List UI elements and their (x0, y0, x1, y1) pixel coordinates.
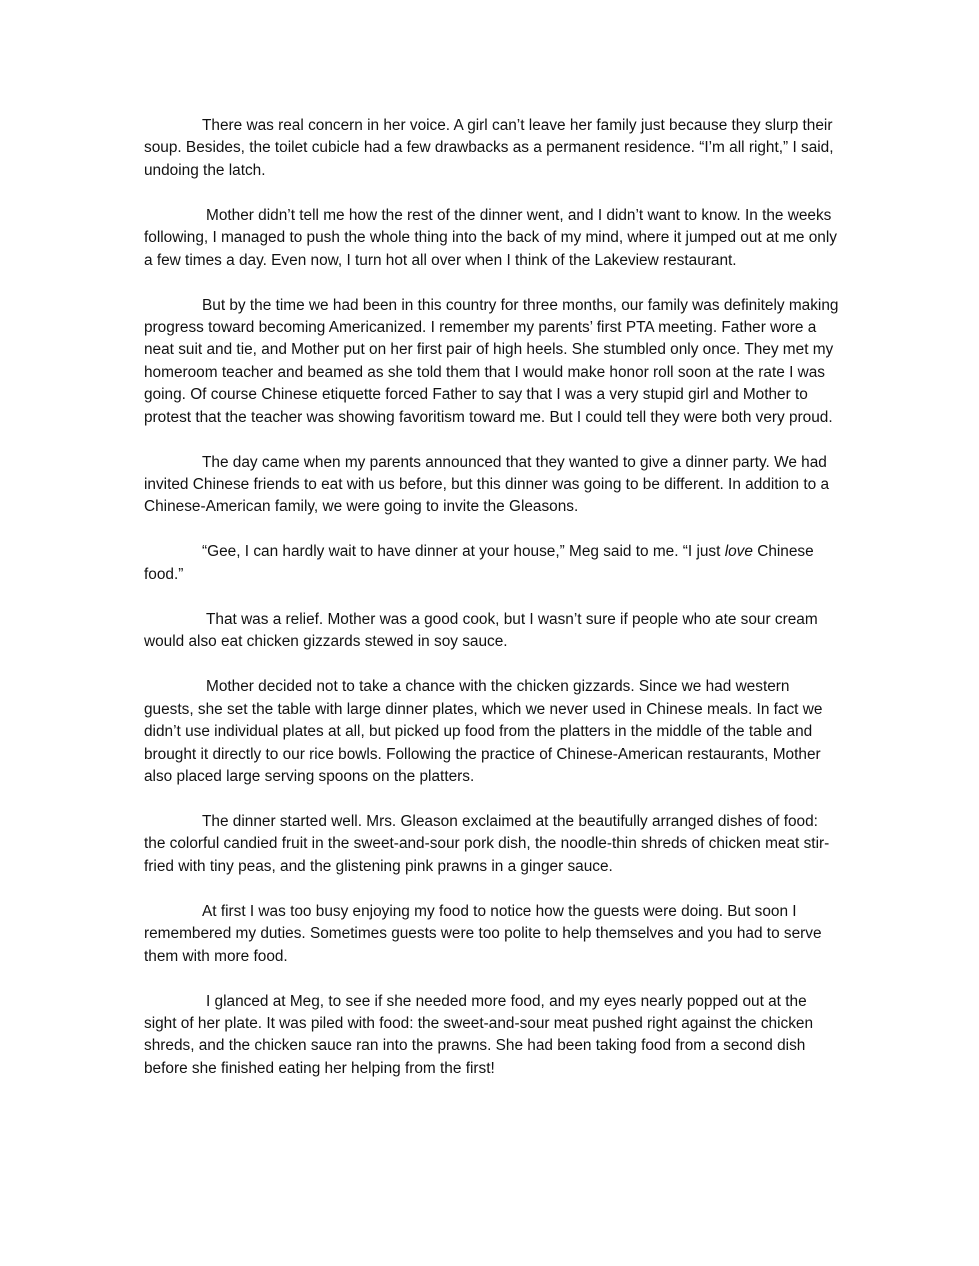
paragraph: I glanced at Meg, to see if she needed more food, and my eyes nearly popped out at the sight of her plate. It was piled with food: the sweet-and-sour meat pushed right against the chicken shreds, and the chicken sauce ran into the prawns. She had been taking food from a second dish before she finished eating her helping from the first! (144, 992, 814, 1077)
paragraph: Mother didn’t tell me how the rest of the dinner went, and I didn’t want to know. In the weeks following, I managed to push the whole thing into the back of my mind, where it jumped out at me only a few times a day. Even now, I turn hot all over when I think of the Lakeview restaurant. (144, 206, 837, 269)
paragraph: But by the time we had been in this country for three months, our family was definitely making progress toward becoming Americanized. I remember my parents’ first PTA meeting. Father wore a neat suit and tie, and Mother put on her first pair of high heels. She stumbled only once. They met my homeroom teacher and beamed as she told them that I would make honor roll soon at the rate I was going. Of course Chinese etiquette forced Father to say that I was a very stupid girl and Mother to protest that the teacher was showing favoritism toward me. But I could tell they were both very proud. (144, 296, 839, 426)
paragraph: There was real concern in her voice. A girl can’t leave her family just because they slurp their soup. Besides, the toilet cubicle had a few drawbacks as a permanent residence. “I’m all right,” I said, undoing the latch. (144, 117, 834, 179)
paragraph: Mother decided not to take a chance with the chicken gizzards. Since we had western guests, she set the table with large dinner plates, which we never used in Chinese meals. In fact we didn’t use individual plates at all, but picked up food from the platters in the middle of the table and brought it directly to our rice bowls. Following the practice of Chinese-American restaurants, Mother also placed large serving spoons on the platters. (144, 678, 823, 785)
paragraph: At first I was too busy enjoying my food to notice how the guests were doing. But soon I remembered my duties. Sometimes guests were too polite to help themselves and you had to serve them with more food. (144, 902, 822, 965)
paragraph-text: “Gee, I can hardly wait to have dinner at your house,” Meg said to me. “I just (202, 543, 725, 561)
paragraph (144, 541, 839, 586)
paragraph: That was a relief. Mother was a good cook, but I wasn’t sure if people who ate sour cream would also eat chicken gizzards stewed in soy sauce. (144, 610, 818, 651)
body-text (144, 115, 839, 1103)
paragraph-text: Chinese food.” (144, 543, 814, 583)
paragraph: The dinner started well. Mrs. Gleason exclaimed at the beautifully arranged dishes of food: the colorful candied fruit in the sweet-and-sour pork dish, the noodle-thin shreds of chicken meat stir-fried with tiny peas, and the glistening pink prawns in a ginger sauce. (144, 812, 830, 875)
paragraph: The day came when my parents announced that they wanted to give a dinner party. We had invited Chinese friends to eat with us before, but this dinner was going to be different. In addition to a Chinese-American family, we were going to invite the Gleasons. (144, 453, 830, 516)
emphasized-word: love (724, 543, 753, 561)
